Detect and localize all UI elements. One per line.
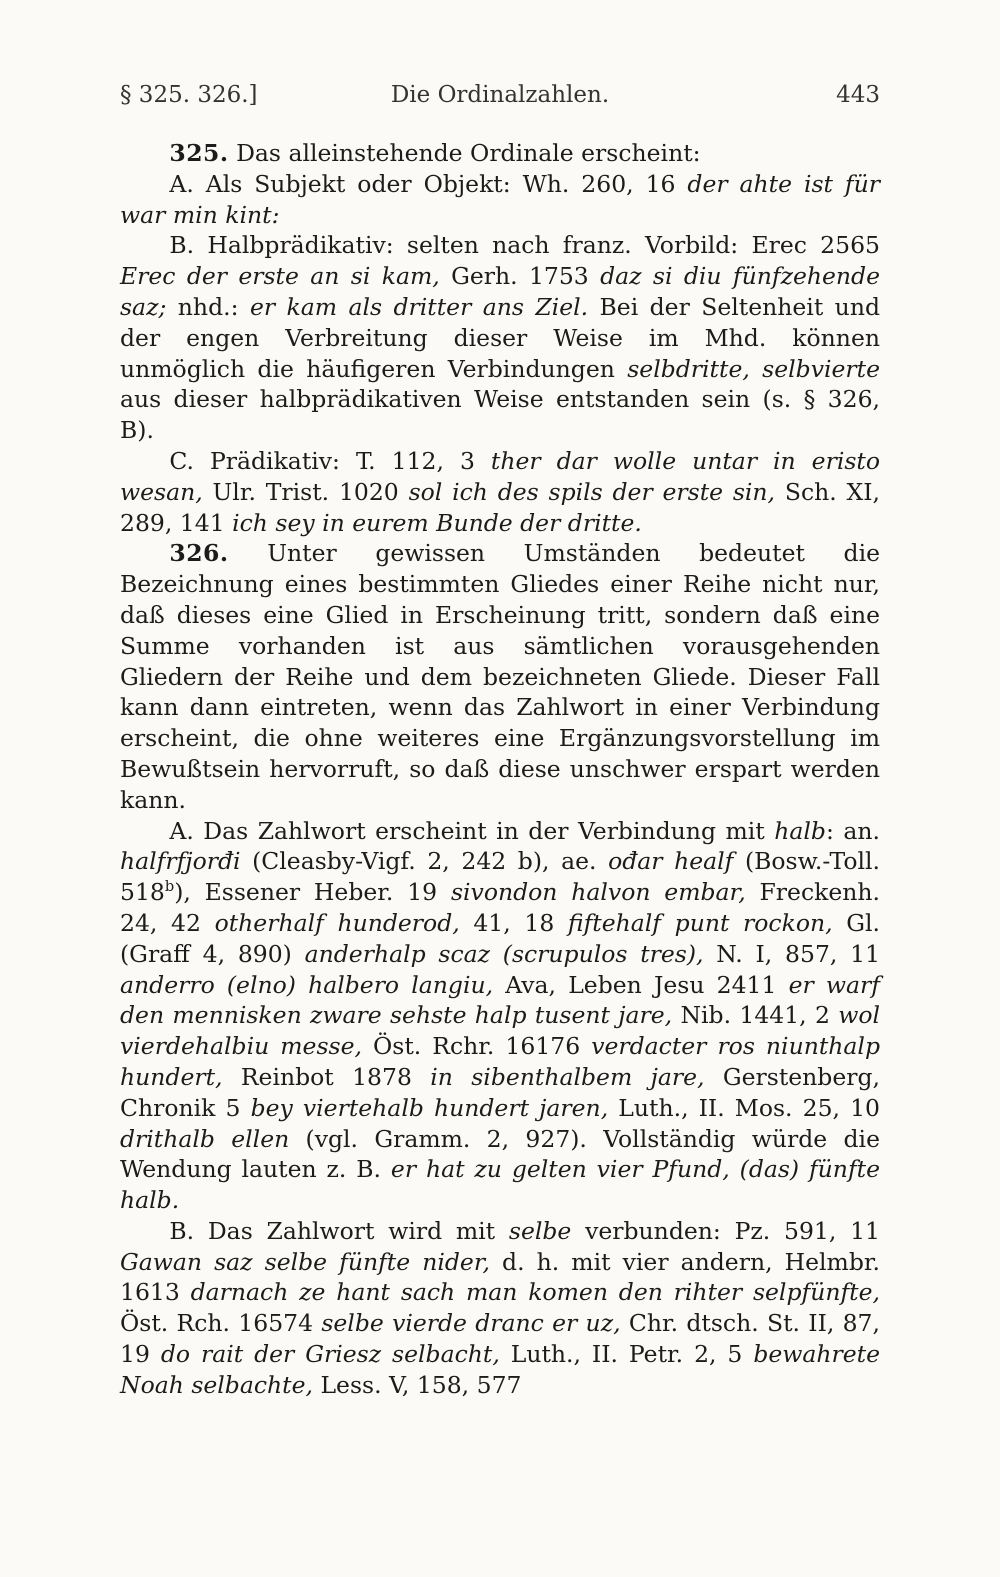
header-section-ref: § 325. 326.]: [120, 82, 258, 108]
section-325-intro: 325. Das alleinstehende Ordinale erscheint:: [169, 139, 701, 167]
section-326-b: B. Das Zahlwort wird mit selbe verbunden: Pz. 591, 11 Gawan saz selbe fünfte nider, d. h. mit vier andern, Helmbr. 1613 darnach ze hant sach man komen den rihter selpfünfte, Öst. Rch. 16574 selbe vierde dranc er uz, Chr. dtsch. St. II, 87, 19 do rait der Griesz selbacht, Luth., II. Petr. 2, 5 bewahrete Noah selbachte, Less. V, 158, 577: [120, 1216, 881, 1399]
section-325-b: B. Halbprädikativ: selten nach franz. Vorbild: Erec 2565 Erec der erste an si kam, Gerh. 1753 daz si diu fünfzehende saz; nhd.: er kam als dritter ans Ziel. Bei der Seltenheit und der engen Verbreitung dieser Weise im Mhd. können unmöglich die häufigeren Verbindungen selbdritte, selbvierte aus dieser halbprädikativen Weise entstanden sein (s. § 326, B).: [120, 231, 880, 445]
section-number: 325.: [169, 139, 229, 167]
section-325-c: C. Prädikativ: T. 112, 3 ther dar wolle untar in eristo wesan, Ulr. Trist. 1020 sol ich des spils der erste sin, Sch. XI, 289, 141 ich sey in eurem Bunde der dritte.: [120, 446, 880, 537]
page-number: 443: [836, 82, 880, 108]
section-325-a: A. Als Subjekt oder Objekt: Wh. 260, 16 der ahte ist für war min kint:: [120, 169, 880, 229]
example-text: der ahte ist für war min kint:: [120, 169, 880, 229]
page-body: [120, 138, 880, 1401]
section-326-a: A. Das Zahlwort erscheint in der Verbindung mit halb: an. halfrfjorđi (Cleasby-Vigf. 2, 242 b), ae. ođar healf (Bosw.-Toll. 518$^b$), Essener Heber. 19 sivondon halvon embar, Freckenh. 24, 42 otherhalf hunderod, 41, 18 fiftehalf punt rockon, Gl. (Graff 4, 890) anderhalp scaz (scrupulos tres), N. I, 857, 11 anderro (elno) halbero langiu, Ava, Leben Jesu 2411 er warf den mennisken zware sehste halp tusent jare, Nib. 1441, 2 wol vierdehalbiu messe, Öst. Rchr. 16176 verdacter ros niunthalp hundert, Reinbot 1878 in sibenthalbem jare, Gerstenberg, Chronik 5 bey viertehalb hundert jaren, Luth., II. Mos. 25, 10 drithalb ellen (vgl. Gramm. 2, 927). Vollständig würde die Wendung lauten z. B. er hat zu gelten vier Pfund, (das) fünfte halb.: [120, 816, 881, 1215]
header-title: Die Ordinalzahlen.: [390, 82, 610, 108]
section-number: 326.: [169, 539, 229, 568]
section-326-intro: 326. Unter gewissen Umständen bedeutet die Bezeichnung eines bestimmten Gliedes einer Reihe nicht nur, daß dieses eine Glied in Erscheinung tritt, sondern daß eine Summe vorhanden ist aus sämtlichen vorausgehenden Gliedern der Reihe und dem bezeichneten Gliede. Dieser Fall kann dann eintreten, wenn das Zahlwort in einer Verbindung erscheint, die ohne weiteres eine Ergänzungsvorstellung im Bewußtsein hervorruft, so daß diese unschwer erspart werden kann.: [120, 539, 880, 814]
running-header: [120, 82, 880, 118]
